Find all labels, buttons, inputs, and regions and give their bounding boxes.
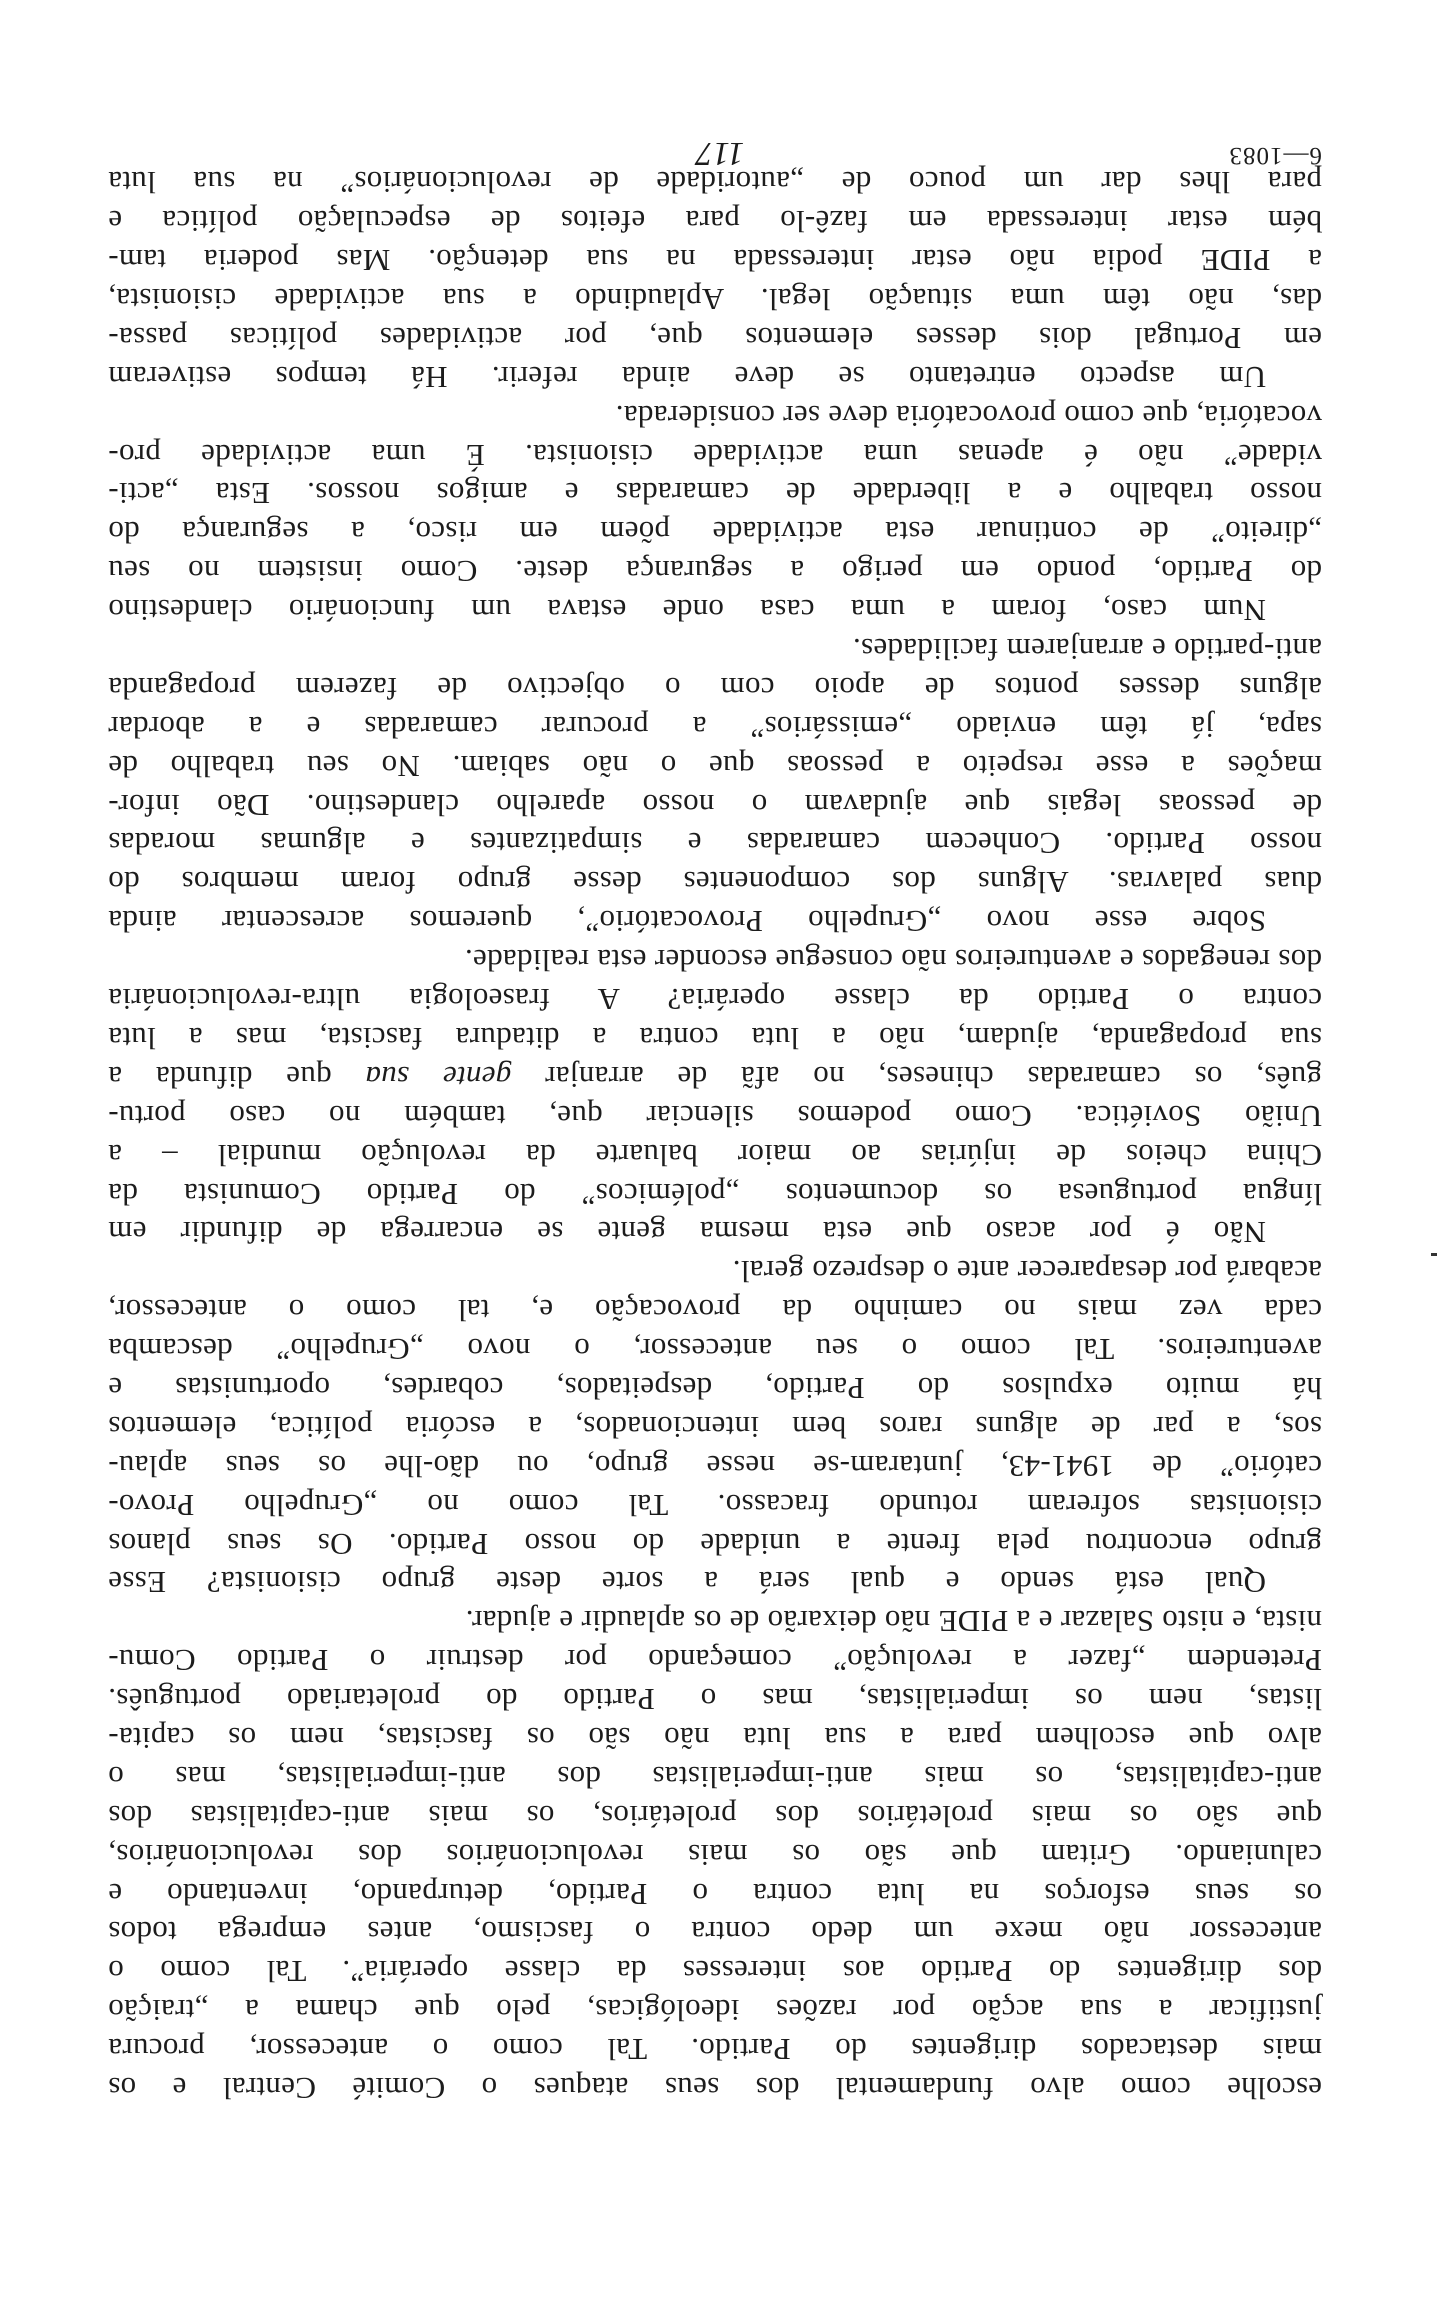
- text-line: sua propaganda, ajudam, não a luta contra a ditadura fascista, mas a luta: [108, 1020, 1322, 1056]
- text-line: Um aspecto entretanto se deve ainda referir. Há tempos estiveram: [108, 359, 1266, 395]
- text-line: cisionistas sofreram rotundo fracasso. Tal como no „Grupelho Provo-: [108, 1487, 1322, 1523]
- text-line: os seus esforços na luta contra o Partido, deturpando, inventando e: [108, 1876, 1322, 1912]
- printer-signature: 6—1083: [1228, 142, 1322, 169]
- text-line: grupo encontrou pela frente a unidade do nosso Partido. Os seus planos: [108, 1526, 1322, 1562]
- text-line: vidade” não é apenas uma actividade cisionista. É uma actividade pro-: [108, 437, 1322, 473]
- page-number: 117: [695, 135, 745, 172]
- text-block: [108, 162, 1322, 2107]
- text-line: bém estar interessada em fazê-lo para efeitos de especulação política e: [108, 204, 1322, 240]
- text-line: língua portuguesa os documentos „polémicos” do Partido Comunista da: [108, 1176, 1322, 1212]
- text-line: justificar a sua acção por razões ideológicas, pelo que chama a „traição: [108, 1993, 1322, 2029]
- margin-mark: [1431, 1253, 1437, 1256]
- text-line: Num caso, foram a uma casa onde estava um funcionário clandestino: [108, 593, 1266, 629]
- text-line: do Partido, pondo em perigo a segurança deste. Como insistem no seu: [108, 554, 1322, 590]
- text-line: acabará por desaparecer ante o desprezo geral.: [732, 1254, 1322, 1290]
- emphasis: gente sua: [365, 1059, 512, 1095]
- text-line: nosso Partido. Conhecem camaradas e simpatizantes e algumas moradas: [108, 826, 1322, 862]
- text-line: das, não têm uma situação legal. Aplaudindo a sua actividade cisionista,: [108, 282, 1322, 318]
- text-line: duas palavras. Alguns dos componentes desse grupo foram membros do: [108, 865, 1322, 901]
- text-line: sapa, já têm enviado „emissários” a procurar camaradas e a abordar: [108, 709, 1322, 745]
- text-line: contra o Partido da classe operária? A fraseologia ultra-revolucionária: [108, 982, 1322, 1018]
- text-line: a PIDE podia não estar interessada na sua detenção. Mas poderia tam-: [108, 243, 1322, 279]
- text-line: mais destacados dirigentes do Partido. Tal como o antecessor, procura: [108, 2032, 1322, 2068]
- text-line: nista, e nisto Salazar e a PIDE não deixarão de os aplaudir e ajudar.: [465, 1604, 1322, 1640]
- text-line: antecessor não mexe um dedo contra o fascismo, antes emprega todos: [108, 1915, 1322, 1951]
- text-line: há muito expulsos do Partido, despeitados, cobardes, oportunistas e: [108, 1370, 1322, 1406]
- text-line: Pretendem „fazer a revolução” começando por destruir o Partido Comu-: [108, 1643, 1322, 1679]
- text-line: China cheios de injúrias ao maior baluarte da revolução mundial – a: [108, 1137, 1322, 1173]
- text-line: listas, nem os imperialistas, mas o Partido do proletariado português.: [108, 1682, 1322, 1718]
- text-line: dos dirigentes do Partido aos interesses da classe operária”. Tal como o: [108, 1954, 1322, 1990]
- text-line: em Portugal dois desses elementos que, por actividades políticas passa-: [108, 320, 1322, 356]
- text-line: catório” de 1941-43, juntaram-se nesse grupo, ou dão-lhe os seus aplau-: [108, 1448, 1322, 1484]
- text-line: que são os mais proletários dos proletários, os mais anti-capitalistas dos: [108, 1798, 1322, 1834]
- text-line: Sobre esse novo „Grupelho Provocatório”, queremos acrescentar ainda: [108, 904, 1266, 940]
- text-line: União Soviética. Como podemos silenciar que, também no caso portu-: [108, 1098, 1322, 1134]
- text-line: escolhe como alvo fundamental dos seus ataques o Comité Central e os: [108, 2071, 1322, 2106]
- text-line: anti-capitalistas, os mais anti-imperialistas dos anti-imperialistas, mas o: [108, 1759, 1322, 1795]
- text-line: vocatória, que como provocatória deve ser considerada.: [615, 398, 1322, 434]
- text-line: de pessoas legais que ajudavam o nosso aparelho clandestino. Dão infor-: [108, 787, 1322, 823]
- text-line: mações a esse respeito a pessoas que o não sabiam. No seu trabalho de: [108, 748, 1322, 784]
- text-line: Qual está sendo e qual será a sorte deste grupo cisionista? Esse: [108, 1565, 1266, 1601]
- text-line: „direito” de continuar esta actividade põem em risco, a segurança do: [108, 515, 1322, 551]
- text-line: alvo que escolhem para a sua luta não são os fascistas, nem os capita-: [108, 1720, 1322, 1756]
- text-line: guês, os camaradas chineses, no afã de arranjar gente sua que difunda a: [108, 1059, 1322, 1095]
- text-line: para lhes dar um pouco de „autoridade de revolucionários” na sua luta: [108, 165, 1322, 201]
- text-line: aventureiros. Tal como o seu antecessor, o novo „Grupelho” descamba: [108, 1332, 1322, 1368]
- text-line: dos renegados e aventureiros não consegue esconder esta realidade.: [464, 943, 1322, 979]
- text-line: caluniando. Gritam que são os mais revolucionários dos revolucionários,: [108, 1837, 1322, 1873]
- text-line: nosso trabalho e a liberdade de camaradas e amigos nossos. Esta „acti-: [108, 476, 1322, 512]
- text-line: anti-partido e arranjarem facilidades.: [852, 632, 1322, 668]
- text-line: Não é por acaso que esta mesma gente se encarrega de difundir em: [108, 1215, 1266, 1251]
- text-line: cada vez mais no caminho da provocação e, tal como o antecessor,: [108, 1293, 1322, 1329]
- text-line: sos, a par de alguns raros bem intencionados, a escória política, elementos: [108, 1409, 1322, 1445]
- text-line: alguns desses pontos de apoio com o objectivo de fazerem propaganda: [108, 670, 1322, 706]
